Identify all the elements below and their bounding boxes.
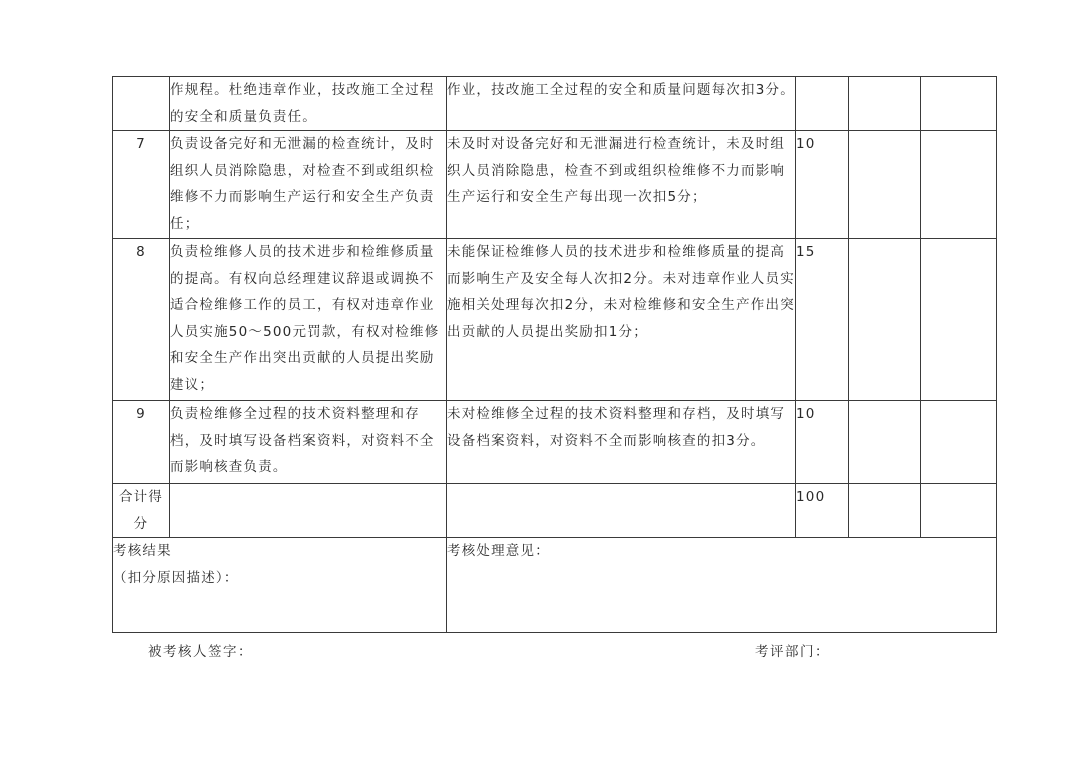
self-score-cell[interactable] bbox=[849, 239, 921, 401]
opinion-label: 考核处理意见： bbox=[447, 543, 550, 559]
assessed-score-cell[interactable] bbox=[921, 401, 997, 484]
item-number: 9 bbox=[113, 401, 170, 484]
self-score-cell[interactable] bbox=[849, 401, 921, 484]
item-score: 15 bbox=[796, 239, 849, 401]
table-row bbox=[113, 131, 997, 239]
table-row bbox=[113, 239, 997, 401]
table-row bbox=[113, 77, 997, 131]
item-number bbox=[113, 77, 170, 131]
deduction-standard: 未能保证检维修人员的技术进步和检维修质量的提高而影响生产及安全每人次扣2分。未对违章作业人员实施相关处理每次扣2分，未对检维修和安全生产作出突出贡献的人员提出奖励扣1分； bbox=[447, 239, 796, 401]
item-score bbox=[796, 77, 849, 131]
deduction-standard: 未对检维修全过程的技术资料整理和存档，及时填写设备档案资料，对资料不全而影响核查的扣3分。 bbox=[447, 401, 796, 484]
assessing-department-label: 考评部门： bbox=[755, 644, 830, 660]
duty-description: 作规程。杜绝违章作业，技改施工全过程的安全和质量负责任。 bbox=[170, 77, 447, 131]
total-row bbox=[113, 484, 997, 538]
duty-description: 负责设备完好和无泄漏的检查统计，及时组织人员消除隐患，对检查不到或组织检维修不力而影响生产运行和安全生产负责任； bbox=[170, 131, 447, 239]
assessed-score-cell[interactable] bbox=[921, 131, 997, 239]
item-score: 10 bbox=[796, 401, 849, 484]
deduction-standard: 未及时对设备完好和无泄漏进行检查统计，未及时组织人员消除隐患，检查不到或组织检维修不力而影响生产运行和安全生产每出现一次扣5分； bbox=[447, 131, 796, 239]
opinion-cell[interactable] bbox=[447, 538, 997, 633]
total-self-score-cell[interactable] bbox=[849, 484, 921, 538]
self-score-cell[interactable] bbox=[849, 131, 921, 239]
assessee-signature-label: 被考核人签字： bbox=[148, 644, 253, 660]
item-score: 10 bbox=[796, 131, 849, 239]
result-label: 考核结果 bbox=[113, 543, 172, 559]
item-number: 8 bbox=[113, 239, 170, 401]
total-label: 合计得分 bbox=[113, 484, 170, 538]
result-cell[interactable] bbox=[113, 538, 447, 633]
self-score-cell[interactable] bbox=[849, 77, 921, 131]
assessed-score-cell[interactable] bbox=[921, 239, 997, 401]
duty-description: 负责检维修全过程的技术资料整理和存档，及时填写设备档案资料，对资料不全而影响核查负责。 bbox=[170, 401, 447, 484]
assessed-score-cell[interactable] bbox=[921, 77, 997, 131]
result-sublabel: （扣分原因描述）： bbox=[113, 569, 239, 586]
total-assessed-score-cell[interactable] bbox=[921, 484, 997, 538]
assessment-table bbox=[112, 76, 997, 633]
total-standard-cell bbox=[447, 484, 796, 538]
total-score: 100 bbox=[796, 484, 849, 538]
result-row bbox=[113, 538, 997, 633]
deduction-standard: 作业，技改施工全过程的安全和质量问题每次扣3分。 bbox=[447, 77, 796, 131]
total-description-cell bbox=[170, 484, 447, 538]
duty-description: 负责检维修人员的技术进步和检维修质量的提高。有权向总经理建议辞退或调换不适合检维修工作的员工，有权对违章作业人员实施50～500元罚款，有权对检维修和安全生产作出突出贡献的人员提出奖励建议； bbox=[170, 239, 447, 401]
table-row bbox=[113, 401, 997, 484]
item-number: 7 bbox=[113, 131, 170, 239]
